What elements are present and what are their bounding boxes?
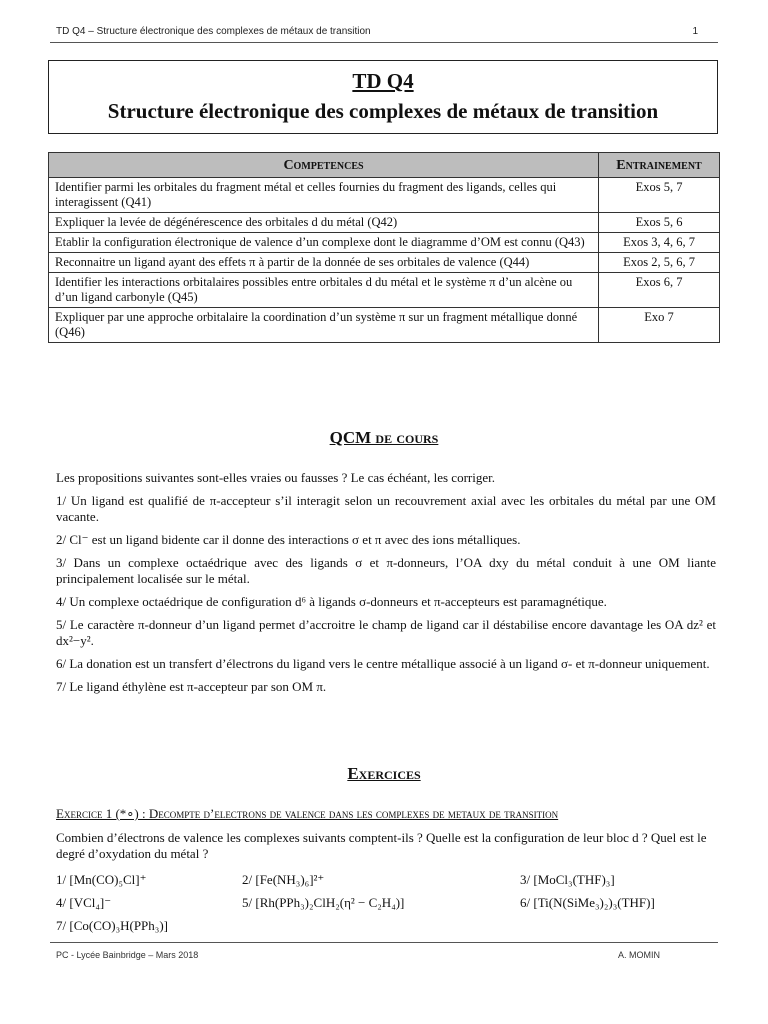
competences-table — [48, 152, 720, 343]
qcm-item: 1/ Un ligand est qualifié de π-accepteur s’il interagit selon un recouvrement axial avec les orbitales du métal par une OM vacante. — [56, 493, 716, 524]
exercise-cell: Exos 3, 4, 6, 7 — [599, 233, 720, 253]
complex-item: 1/ [Mn(CO)₅Cl]⁺ — [56, 872, 147, 887]
column-header-competences: Competences — [49, 153, 599, 178]
competence-cell: Etablir la configuration électronique de valence d’un complexe dont le diagramme d’OM est connu (Q43) — [49, 233, 599, 253]
exercise-cell: Exos 5, 7 — [599, 178, 720, 213]
competence-cell: Identifier les interactions orbitalaires possibles entre orbitales d du métal et le système π d’un alcène ou d’un ligand carbonyle (Q45) — [49, 273, 599, 308]
qcm-item: 7/ Le ligand éthylène est π-accepteur par son OM π. — [56, 679, 327, 694]
header-rule — [50, 42, 718, 43]
footer-left: PC - Lycée Bainbridge – Mars 2018 — [56, 950, 199, 960]
exercise-cell: Exos 6, 7 — [599, 273, 720, 308]
document-code: TD Q4 — [352, 69, 414, 93]
qcm-item: 4/ Un complexe octaédrique de configuration d⁶ à ligands σ-donneurs et π-accepteurs est paramagnétique. — [56, 594, 607, 609]
running-header — [50, 26, 718, 42]
competence-cell: Identifier parmi les orbitales du fragment métal et celles fournies du fragment des ligands, celles qui interagissent (Q41) — [49, 178, 599, 213]
complex-item: 2/ [Fe(NH₃)₆]²⁺ — [242, 872, 325, 887]
competence-cell: Expliquer la levée de dégénérescence des orbitales d du métal (Q42) — [49, 213, 599, 233]
qcm-section — [56, 470, 716, 702]
competence-cell: Expliquer par une approche orbitalaire la coordination d’un système π sur un fragment métallique donné (Q46) — [49, 308, 599, 343]
document-title: Structure électronique des complexes de métaux de transition — [107, 99, 659, 123]
qcm-intro: Les propositions suivantes sont-elles vraies ou fausses ? Le cas échéant, les corriger. — [56, 470, 495, 485]
complex-item: 6/ [Ti(N(SiMe₃)₂)₃(THF)] — [520, 895, 655, 910]
qcm-item: 5/ Le caractère π-donneur d’un ligand permet d’accroitre le champ de ligand car il déstabilise encore davantage les OA dz² et dx²−y². — [56, 617, 716, 648]
qcm-item: 6/ La donation est un transfert d’électrons du ligand vers le centre métallique associé à un ligand σ- et π-donneur uniquement. — [56, 656, 710, 671]
qcm-item: 3/ Dans un complexe octaédrique avec des ligands σ et π-donneurs, l’OA dxy du métal conduit à une OM liante principalement localisée sur le métal. — [56, 555, 716, 586]
table-row — [49, 233, 720, 253]
qcm-item: 2/ Cl⁻ est un ligand bidente car il donne des interactions σ et π avec des ions métalliques. — [56, 532, 521, 547]
table-row — [49, 178, 720, 213]
footer-right: A. MOMIN — [618, 950, 660, 960]
exercise-1-intro: Combien d’électrons de valence les complexes suivants comptent-ils ? Quelle est la configuration de leur bloc d ? Quel est le degré d’oxydation du métal ? — [56, 830, 707, 861]
complex-item: 5/ [Rh(PPh₃)₂ClH₂(η² − C₂H₄)] — [242, 895, 405, 910]
complex-item: 4/ [VCl₄]⁻ — [56, 895, 112, 910]
exercise-cell: Exo 7 — [599, 308, 720, 343]
table-row — [49, 213, 720, 233]
table-header-row — [49, 153, 720, 178]
footer-rule — [50, 942, 718, 943]
column-header-entrainement: Entrainement — [599, 153, 720, 178]
table-row — [49, 253, 720, 273]
table-row — [49, 308, 720, 343]
exercise-cell: Exos 5, 6 — [599, 213, 720, 233]
qcm-heading: QCM de cours — [329, 428, 439, 447]
complex-item: 3/ [MoCl₃(THF)₃] — [520, 872, 615, 887]
exercices-heading: Exercices — [347, 764, 421, 783]
exercise-1-title: Exercice 1 (*∘) : Decompte d’electrons de valence dans les complexes de metaux de transition — [56, 806, 559, 821]
title-box — [48, 60, 718, 134]
table-row — [49, 273, 720, 308]
header-title: TD Q4 – Structure électronique des complexes de métaux de transition — [56, 26, 371, 37]
exercise-cell: Exos 2, 5, 6, 7 — [599, 253, 720, 273]
competence-cell: Reconnaitre un ligand ayant des effets π à partir de la donnée de ses orbitales de valence (Q44) — [49, 253, 599, 273]
complex-item: 7/ [Co(CO)₃H(PPh₃)] — [56, 918, 168, 933]
page-number: 1 — [692, 26, 698, 37]
